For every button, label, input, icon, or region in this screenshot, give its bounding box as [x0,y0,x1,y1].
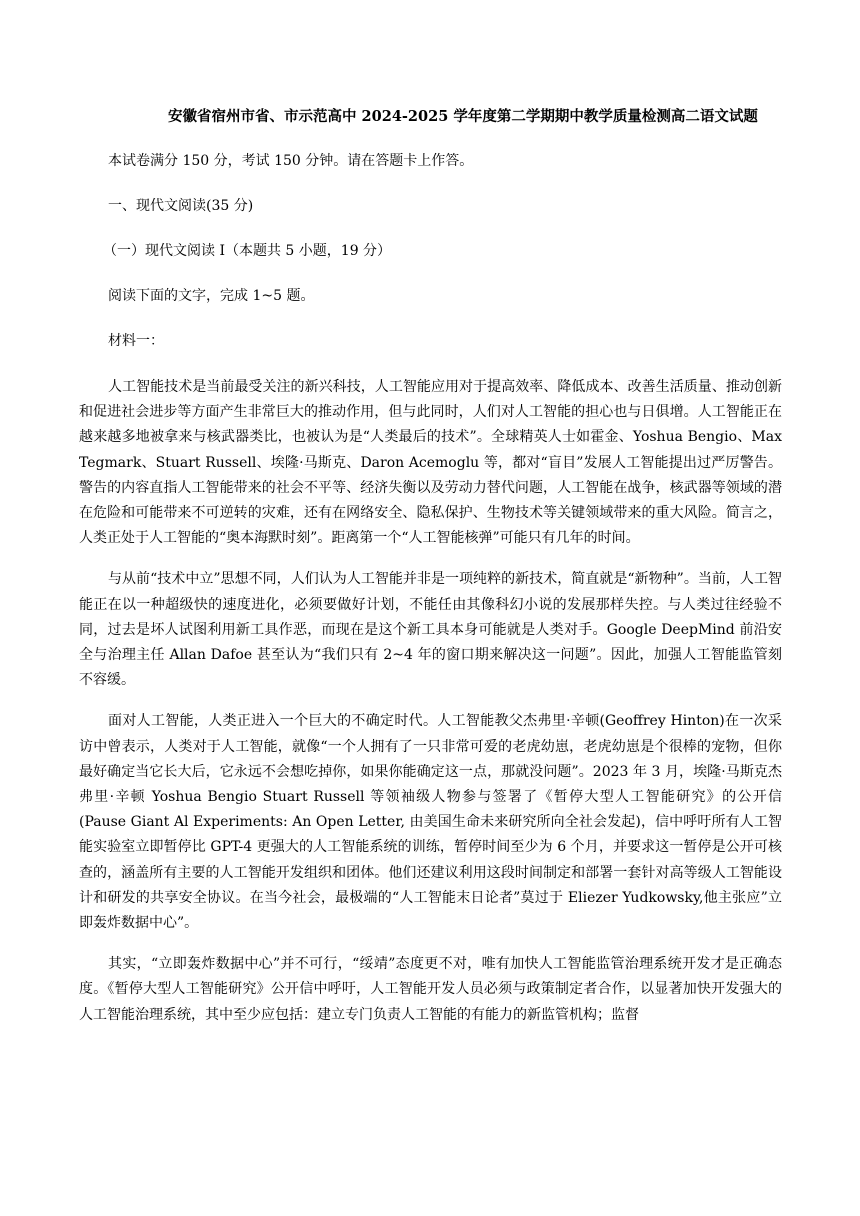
section-heading: 一、现代文阅读(35 分) [108,198,254,214]
document-title: 安徽省宿州市省、市示范高中 2024-2025 学年度第二学期期中教学质量检测高二语文试题 [168,108,758,125]
paragraph: 人工智能技术是当前最受关注的新兴科技，人工智能应用对于提高效率、降低成本、改善生活质量、推动创新和促进社会进步等方面产生非常巨大的推动作用，但与此同时，人们对人工智能的担心也与日俱增。人工智能正在越来越多地被拿来与核武器类比，也被认为是“人类最后的技术”。全球精英人士如霍金、Yoshua Bengio、Max Tegmark、Stuart Russell、埃隆·马斯克、Daron Acemoglu 等，都对“盲目”发展人工智能提出过严厉警告。警告的内容直指人工智能带来的社会不平等、经济失衡以及劳动力替代问题，人工智能在战争，核武器等领域的潜在危险和可能带来不可逆转的灾难，还有在网络安全、隐私保护、生物技术等关键领域带来的重大风险。简言之，人类正处于人工智能的“奥本海默时刻”。距离第一个“人工智能核弹”可能只有几年的时间。 [79,379,782,547]
paragraph: 其实，“立即轰炸数据中心”并不可行，“绥靖”态度更不对，唯有加快人工智能监管治理系统开发才是正确态度。《暂停大型人工智能研究》公开信中呼吁，人工智能开发人员必须与政策制定者合作，以显著加快开发强大的人工智能治理系统，其中至少应包括：建立专门负责人工智能的有能力的新监管机构；监督 [79,956,782,1023]
material-label: 材料一： [108,333,164,349]
paragraph: 与从前“技术中立”思想不同，人们认为人工智能并非是一项纯粹的新技术，简直就是“新物种”。当前，人工智能正在以一种超级快的速度进化，必须要做好计划，不能任由其像科幻小说的发展那样失控。与人类过往经验不同，过去是坏人试图利用新工具作恶，而现在是这个新工具本身可能就是人类对手。Google DeepMind 前沿安全与治理主任 Allan Dafoe 甚至认为“我们只有 2~4 年的窗口期来解决这一问题”。因此，加强人工智能监管刻不容缓。 [79,571,782,689]
document-body [79,150,782,1044]
exam-meta: 本试卷满分 150 分，考试 150 分钟。请在答题卡上作答。 [108,153,474,169]
paragraph: 面对人工智能，人类正进入一个巨大的不确定时代。人工智能教父杰弗里·辛顿(Geoffrey Hinton)在一次采访中曾表示，人类对于人工智能，就像“一个人拥有了一只非常可爱的老虎幼崽，老虎幼崽是个很棒的宠物，但你最好确定当它长大后，它永远不会想吃掉你，如果你能确定这一点，那就没问题”。2023 年 3 月，埃隆·马斯克杰弗里·辛顿 Yoshua Bengio Stuart Russell 等领袖级人物参与签署了《暂停大型人工智能研究》的公开信(Pause Giant Al Experiments: An Open Letter, 由美国生命未来研究所向全社会发起)，信中呼吁所有人工智能实验室立即暂停比 GPT-4 更强大的人工智能系统的训练，暂停时间至少为 6 个月，并要求这一暂停是公开可核查的，涵盖所有主要的人工智能开发组织和团体。他们还建议利用这段时间制定和部署一套针对高等级人工智能设计和研发的共享安全协议。在当今社会，最极端的“人工智能末日论者”莫过于 Eliezer Yudkowsky,他主张应”立即轰炸数据中心”。 [79,713,782,932]
reading-instruction: 阅读下面的文字，完成 1~5 题。 [108,288,315,304]
subsection-heading: （一）现代文阅读 I（本题共 5 小题，19 分） [103,243,392,259]
